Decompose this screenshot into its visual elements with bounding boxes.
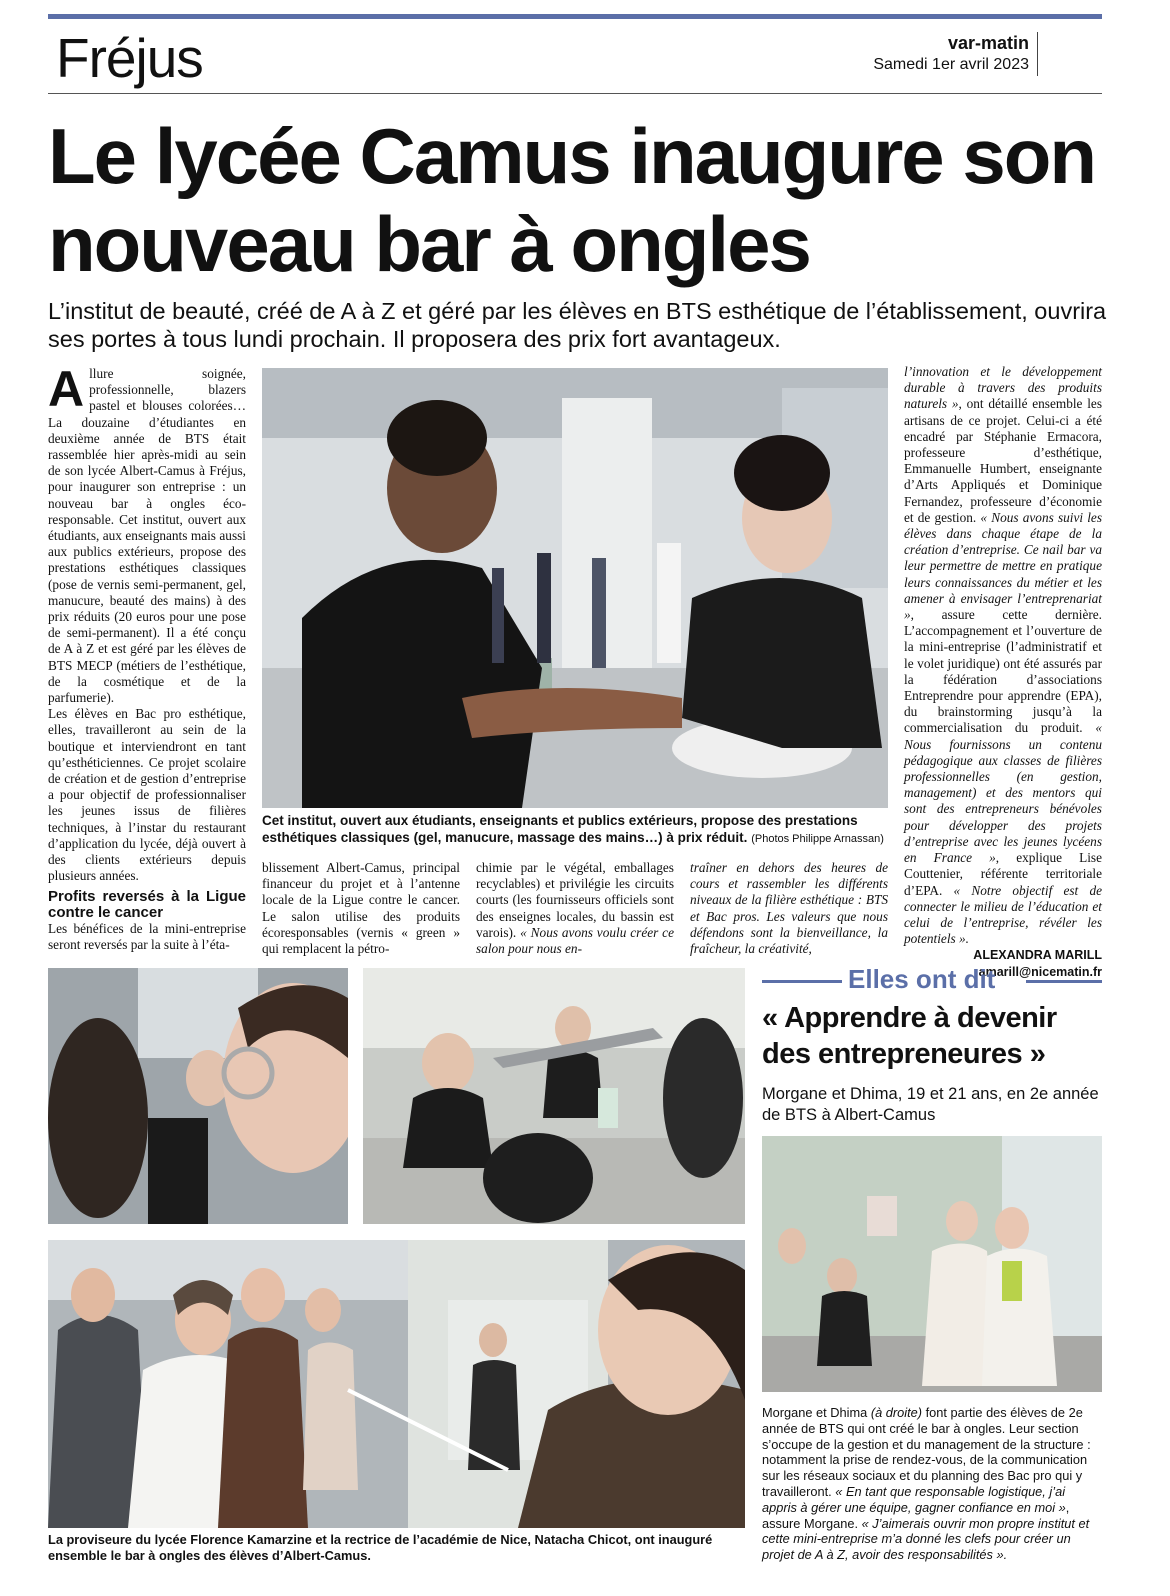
photo-credit: (Photos Philippe Arnassan) — [751, 833, 884, 845]
article-column-5: l’innovation et le développement durable à travers des produits naturels », ont détaillé ensemble les artisans de ce projet. Celui-ci a été encadré par Stéphanie Ermacora, professeure d’esthétique, Emmanuelle Humbert, enseignante d’Arts Appliqués et Dominique Fernandez, professeure d’économie et de gestion. « Nous avons suivi les élèves dans chaque étape de la création d’entreprise. Ce nail bar va leur permettre de mettre en pratique leurs connaissances du métier et les amener à envisager l’entreprenariat », assure cette dernière. L’accompagnement et l’ouverture de la mini-entreprise (l’administratif et le volet juridique) ont été assurés par la fédération d’associations Entreprendre pour apprendre (EPA), du brainstorming jusqu’à la commercialisation du produit. « Nous fournissons un contenu pédagogique aux classes de filières professionnelles (en gestion, management) et des mentors qui sont des entrepreneurs bénévoles pour développer des projets d’entreprise avec les jeunes lycéens en France », explique Lise Couttenier, référente territoriale d’EPA. « Notre objectif est de connecter le milieu de l’éducation et celui de l’entreprise, révéler les potentiels ». ALEXANDRA MARILL amarill@nicematin.fr — [904, 364, 1103, 980]
header-divider — [48, 93, 1102, 94]
article-column-1 — [48, 361, 246, 953]
photo-morgane-dhima — [762, 1136, 1102, 1392]
bottom-photo-caption: La proviseure du lycée Florence Kamarzine et la rectrice de l’académie de Nice, Natacha Chicot, ont inauguré ensemble le bar à ongles des élèves d’Albert-Camus. — [48, 1532, 713, 1563]
section-title: Fréjus — [56, 27, 203, 89]
first-paragraph: Allure soignée, professionnelle, blazers pastel et blouses colorées… La douzaine d’étudiantes en deuxième année de BTS était rassemblée hier après-midi au sein de son lycée Albert-Camus à Fréjus, pour inaugurer son entreprise : un nouveau bar à ongles éco-responsable. Cet institut, ouvert aux étudiants, aux enseignants mais aussi aux publics extérieurs, propose des prestations esthétiques classiques (pose de vernis semi-permanent, gel, manucure, beauté des mains) à des prix réduits (20 euros pour une pose de semi-permanent). Il a été conçu de A à Z et est géré par les élèves de BTS MECP (métiers de l’esthétique, de la cosmétique et de la parfumerie). — [48, 361, 246, 706]
top-color-bar — [48, 14, 1102, 19]
sidebar-quote: « Apprendre à devenir des entrepreneures » — [762, 1002, 1057, 1070]
main-photo-caption: Cet institut, ouvert aux étudiants, enseignants et publics extérieurs, propose des prestations esthétiques classiques (gel, manucure, massage des mains…) à prix réduit. (Photos Philippe Arnassan) — [262, 813, 884, 845]
masthead — [873, 32, 1038, 76]
third-paragraph: Les bénéfices de la mini-entreprise seront reversés par la suite à l’éta- — [48, 920, 246, 952]
headline: Le lycée Camus inaugure son nouveau bar à ongles — [48, 112, 1096, 288]
article-column-3: chimie par le végétal, emballages recyclables) et privilégie les circuits courts (les fournisseurs officiels sont des enseignes locales, du bassin est varois). « Nous avons voulu créer ce salon pour nous en- — [476, 860, 674, 957]
second-paragraph: Les élèves en Bac pro esthétique, elles, travailleront au sein de la boutique et interviendront en tant qu’esthéticiennes. Ce projet scolaire de création et de gestion d’entreprise a pour objectif de professionnaliser les jeunes issus de filières techniques, à l’instar du restaurant d’application du lycée, déjà ouvert à des clients extérieurs depuis plusieurs années. — [48, 706, 246, 884]
photo-ribbon-cutting — [48, 1240, 745, 1528]
kicker-rule-right — [1026, 980, 1102, 983]
sidebar-subtitle: Morgane et Dhima, 19 et 21 ans, en 2e année de BTS à Albert-Camus — [762, 1085, 1099, 1124]
article-column-2: blissement Albert-Camus, principal financeur du projet et à l’antenne locale de la Ligue contre le cancer. Le salon utilise des produits écoresponsables (vernis « green » qui remplacent la pétro- — [262, 860, 460, 957]
article-column-4: traîner en dehors des heures de cours et rassembler les différents niveaux de la filière esthétique : BTS et Bac pros. Les valeurs que nous défendons sont la bienveillance, la fraîcheur, la créativité, — [690, 860, 888, 957]
photo-nail-stations — [363, 968, 745, 1224]
sidebar-caption: Morgane et Dhima (à droite) font partie des élèves de 2e année de BTS qui ont créé le bar à ongles. Leur section s’occupe de la gestion et du management de la structure : notamment la prise de rendez-vous, de la communication sur les réseaux sociaux et du planning des Bac pro qui y travailleront. « En tant que responsable logistique, j’ai appris à gérer une équipe, gagner confiance en moi », assure Morgane. « J’aimerais ouvrir mon propre institut et cette mini-entreprise m’a donné les clefs pour créer un projet de A à Z, avoir des responsabilités ». — [762, 1405, 1091, 1563]
standfirst: L’institut de beauté, créé de A à Z et géré par les élèves en BTS esthétique de l’établissement, ouvrira ses portes à tous lundi prochain. Il proposera des prix fort avantageux. — [48, 298, 1107, 352]
photo-magnifier — [48, 968, 348, 1224]
main-photo — [262, 368, 888, 808]
author-email[interactable]: amarill@nicematin.fr — [978, 965, 1102, 980]
newspaper-brand: var-matin — [947, 33, 1029, 53]
kicker-rule-left — [762, 980, 842, 983]
sidebar-kicker: Elles ont dit — [848, 964, 996, 994]
subheading: Profits reversés à la Ligue contre le cancer — [48, 887, 246, 921]
author-name: ALEXANDRA MARILL — [973, 948, 1102, 963]
drop-cap: A — [48, 361, 85, 417]
issue-date: Samedi 1er avril 2023 — [873, 56, 1029, 73]
